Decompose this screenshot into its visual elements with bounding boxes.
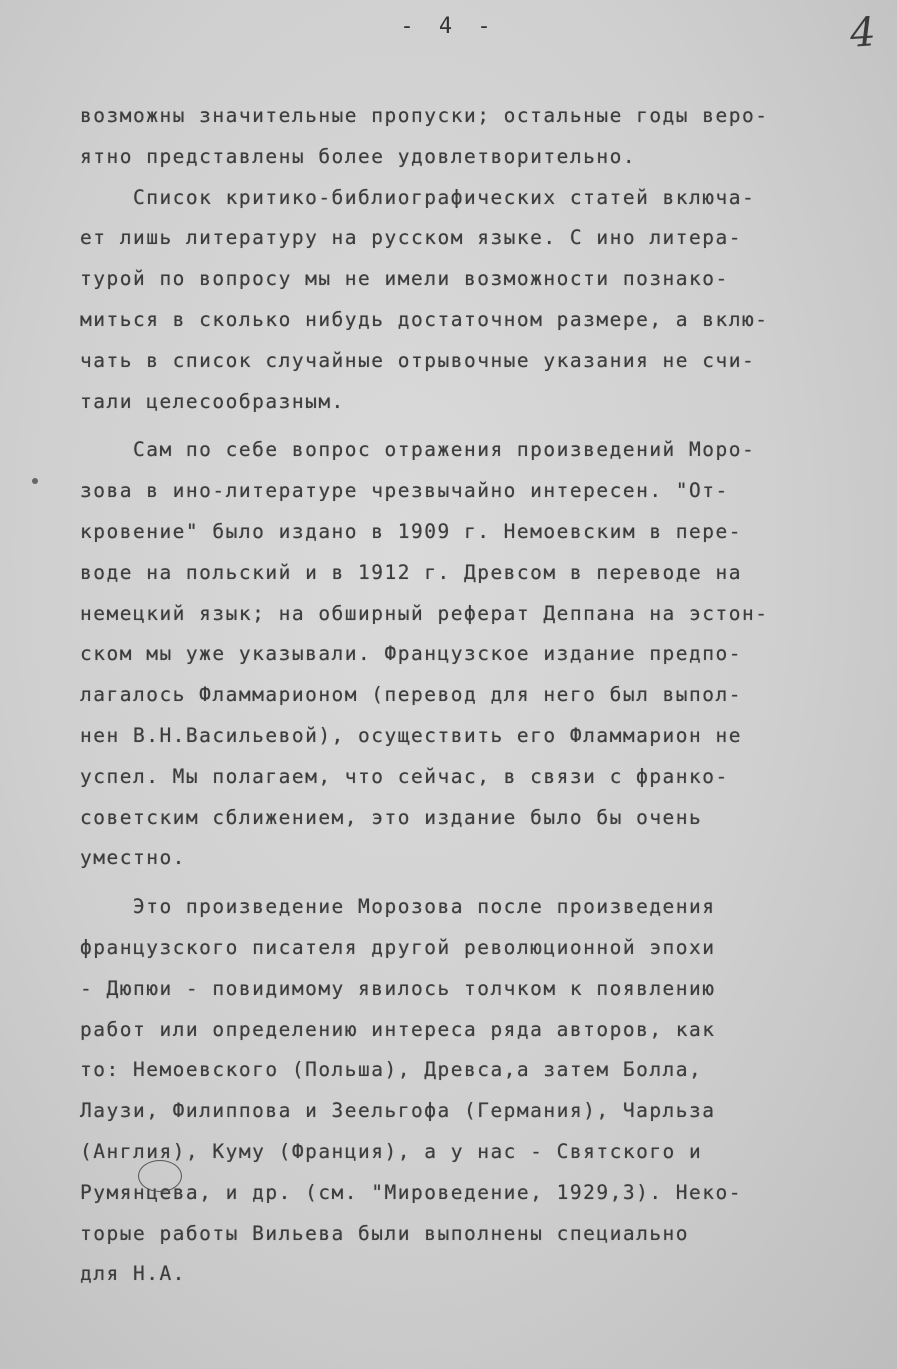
text-line: чать в список случайные отрывочные указания не счи- (80, 348, 756, 372)
text-line: торые работы Вильева были выполнены специально (80, 1221, 690, 1245)
text-line: зова в ино-литературе чрезвычайно интересен. "От- (80, 479, 729, 503)
text-line: Это произведение Морозова после произведения (80, 895, 716, 919)
text-line: тали целесообразным. (80, 389, 345, 413)
text-line: для Н.А. (80, 1262, 186, 1286)
typewritten-text (80, 96, 870, 1295)
text-line: миться в сколько нибудь достаточном размере, а вклю- (80, 307, 769, 331)
text-line: Список критико-библиографических статей включа- (80, 185, 756, 209)
text-line: Сам по себе вопрос отражения произведений Моро- (80, 438, 756, 462)
text-line: ет лишь литературу на русском языке. С ино литера- (80, 226, 742, 250)
paragraph-gap (80, 422, 870, 430)
text-line: - Дюпюи - повидимому явилось толчком к появлению (80, 976, 716, 1000)
paragraph-gap (80, 879, 870, 887)
handwritten-folio-number: 4 (847, 9, 877, 57)
text-line: нен В.Н.Васильевой), осуществить его Фламмарион не (80, 723, 742, 747)
text-line: советским сближением, это издание было бы очень (80, 805, 703, 829)
text-line: воде на польский и в 1912 г. Древсом в переводе на (80, 560, 742, 584)
text-line: немецкий язык; на обширный реферат Деппана на эстон- (80, 601, 769, 625)
text-line: то: Немоевского (Польша), Древса,а затем Болла, (80, 1058, 703, 1082)
text-line: работ или определению интереса ряда авторов, как (80, 1017, 716, 1041)
text-line: Лаузи, Филиппова и Зеельгофа (Германия), Чарльза (80, 1099, 716, 1123)
text-line: французского писателя другой революционной эпохи (80, 935, 716, 959)
text-line: возможны значительные пропуски; остальные годы веро- (80, 104, 769, 127)
page-number: - 4 - (400, 14, 497, 39)
text-line: турой по вопросу мы не имели возможности познако- (80, 267, 729, 291)
text-line: ятно представлены более удовлетворительно. (80, 144, 637, 168)
text-line: ском мы уже указывали. Французское издание предпо- (80, 642, 742, 666)
text-line: лагалось Фламмарионом (перевод для него был выпол- (80, 683, 742, 707)
text-line: (Англия), Куму (Франция), а у нас - Святского и (80, 1139, 703, 1163)
text-line: успел. Мы полагаем, что сейчас, в связи с франко- (80, 764, 729, 788)
text-line: уместно. (80, 846, 186, 870)
text-line: кровение" было издано в 1909 г. Немоевским в пере- (80, 519, 742, 543)
text-line: Румянцева, и др. (см. "Мироведение, 1929,3). Неко- (80, 1180, 742, 1204)
margin-ink-mark (32, 478, 38, 484)
